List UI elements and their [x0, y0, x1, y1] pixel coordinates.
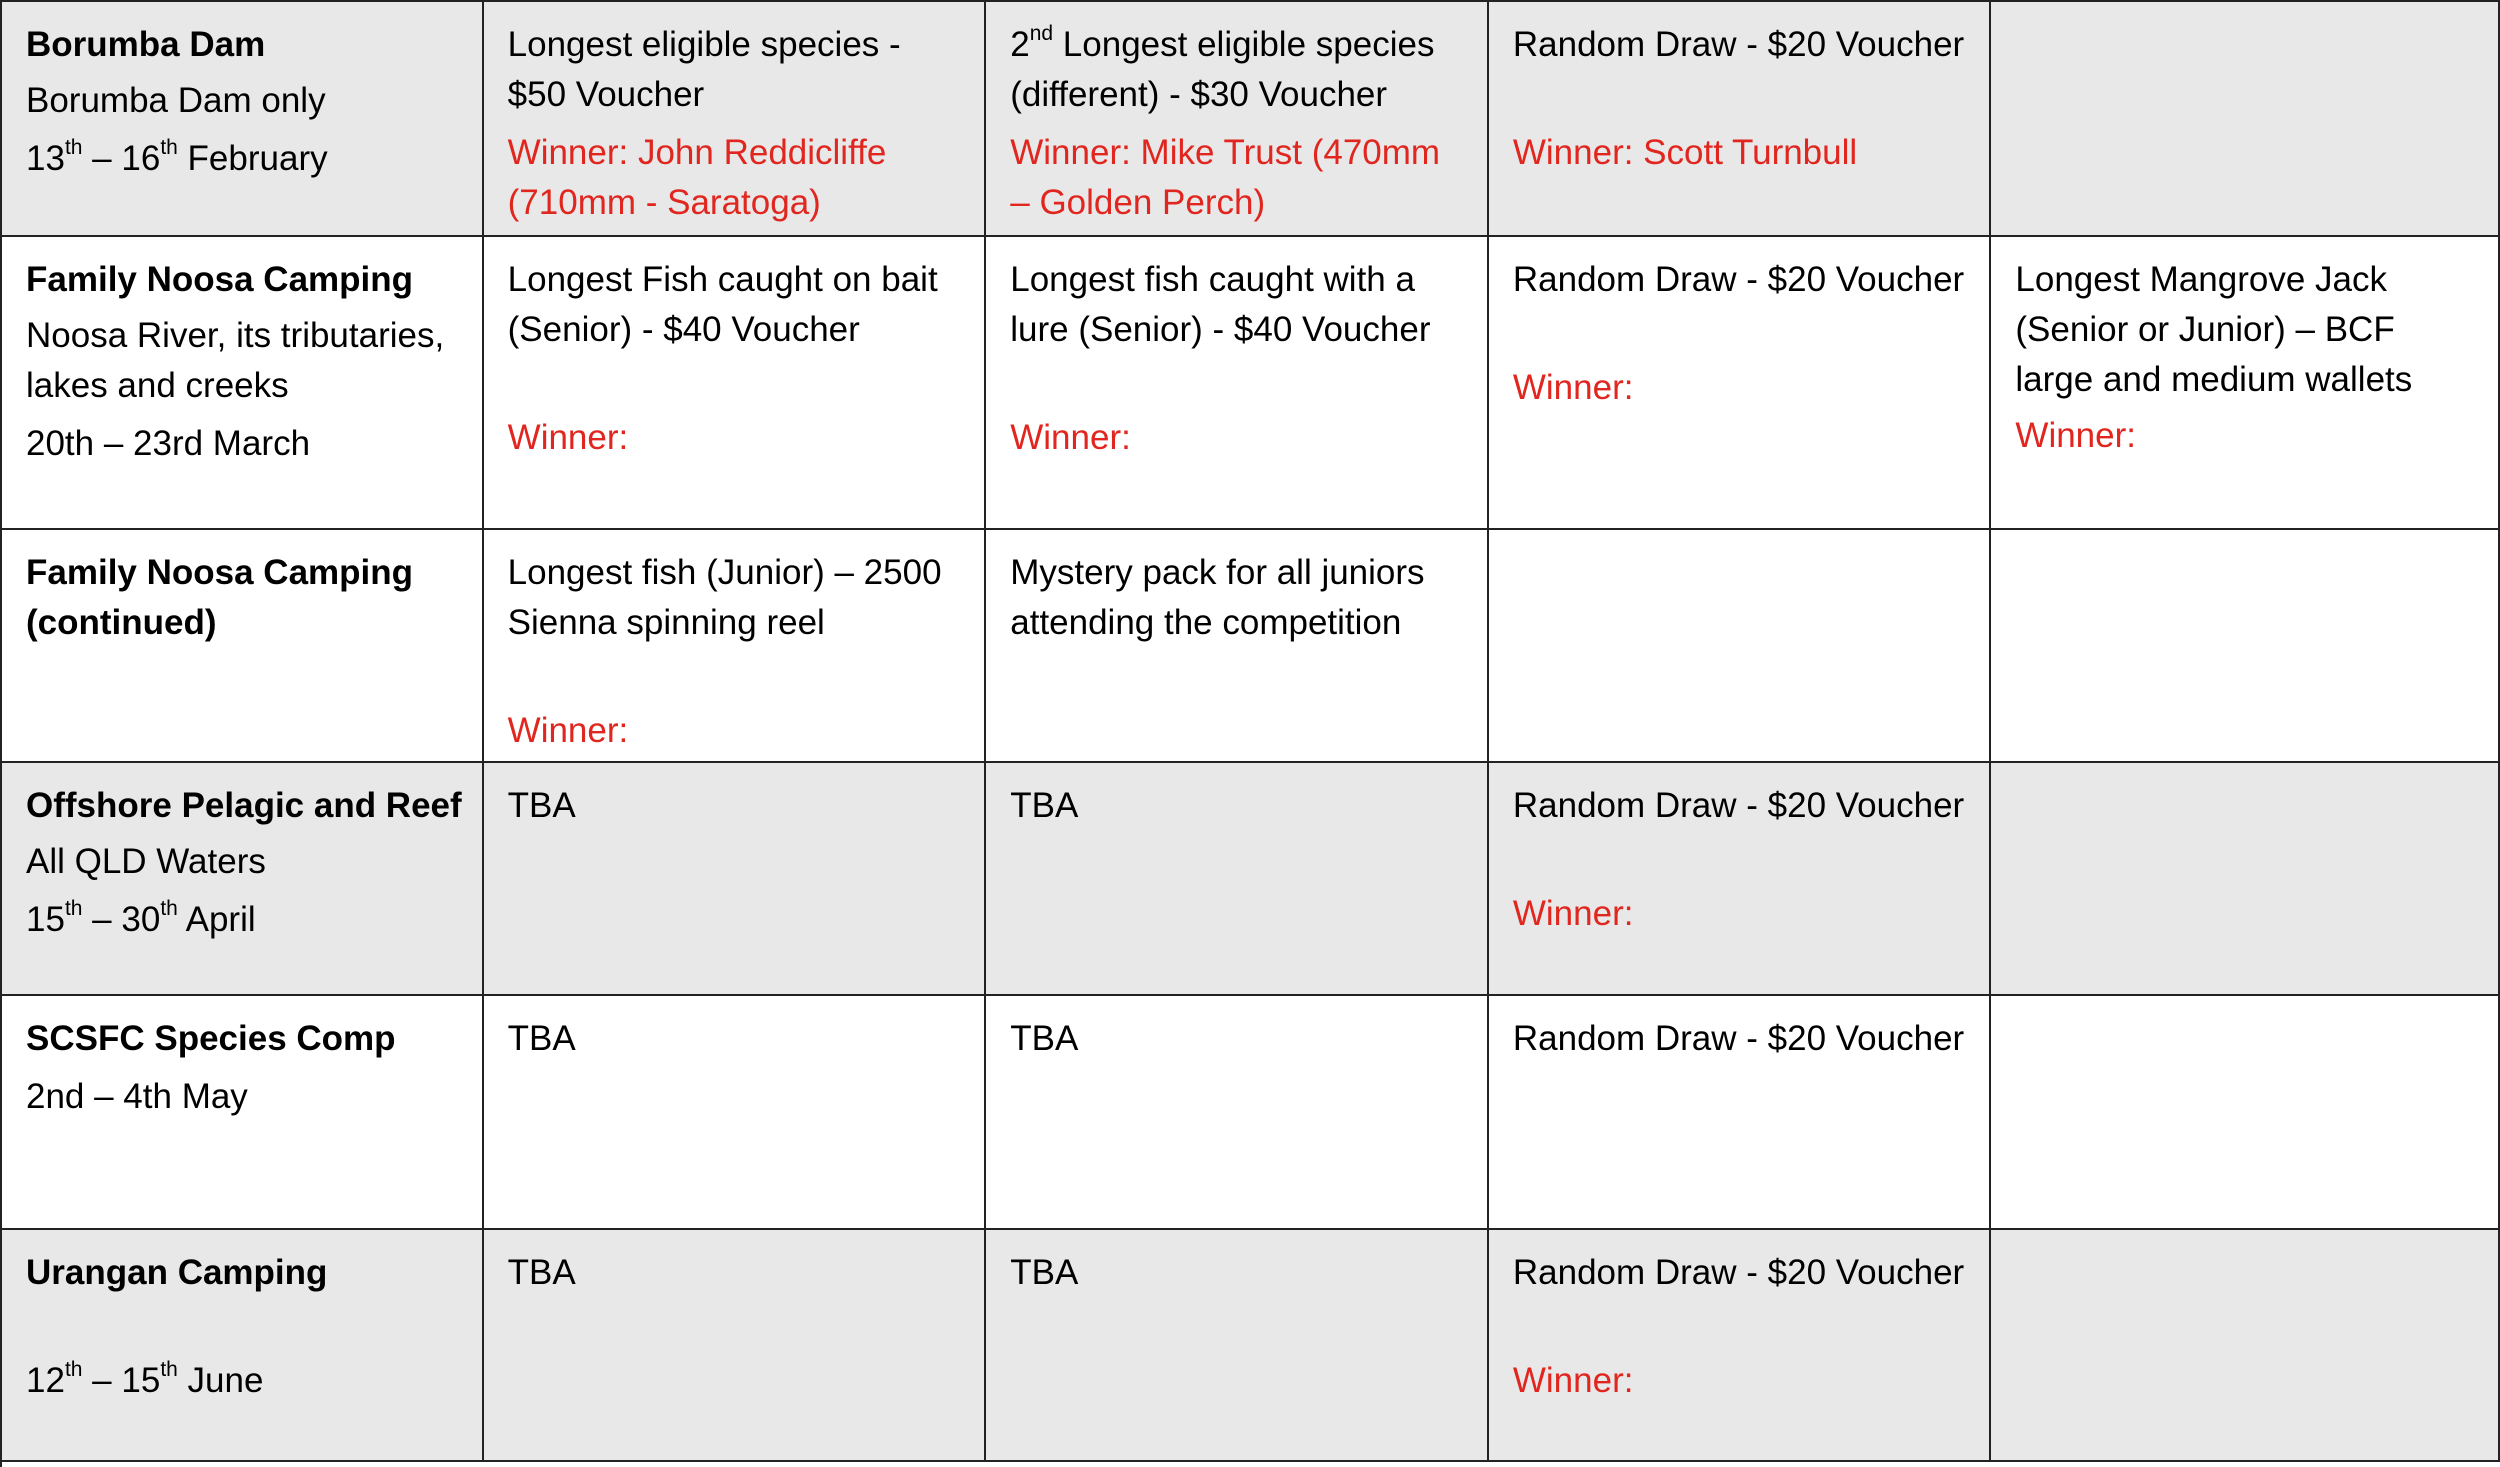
prize-text: TBA — [1010, 1253, 1079, 1292]
prize-text: Random Draw - $20 Voucher — [1512, 1019, 1965, 1058]
prize-cell — [985, 1229, 1488, 1461]
winner-text: Winner: Mike Trust (470mm – Golden Perch) — [1010, 133, 1441, 222]
event-cell — [1, 995, 483, 1229]
event-date: 2nd – 4th May — [26, 1077, 248, 1116]
event-cell — [1, 1, 483, 236]
prize-cell — [1488, 236, 1991, 529]
winner-text: Winner: — [1512, 1361, 1634, 1400]
prize-text: Longest fish (Junior) – 2500 Sienna spinning reel — [507, 553, 942, 642]
prize-text: Longest fish caught with a lure (Senior) - $40 Voucher — [1010, 260, 1431, 349]
prize-cell — [985, 1, 1488, 236]
prize-text: Longest eligible species - $50 Voucher — [507, 25, 901, 114]
empty-cell — [1990, 1229, 2499, 1461]
prize-text: Random Draw - $20 Voucher — [1512, 25, 1965, 64]
winner-text: Winner: — [507, 418, 629, 457]
winner-text: Winner: — [507, 711, 629, 750]
table-row — [1, 1229, 2499, 1461]
prize-cell — [985, 762, 1488, 995]
table-row — [1, 1, 2499, 236]
empty-cell — [1488, 529, 1991, 762]
event-cell — [1, 1229, 483, 1461]
prize-cell — [1488, 1, 1991, 236]
event-cell — [1, 762, 483, 995]
winner-text: Winner: John Reddicliffe (710mm - Saratoga) — [507, 133, 887, 222]
prize-text: Random Draw - $20 Voucher — [1512, 786, 1965, 825]
event-title: Family Noosa Camping (continued) — [26, 553, 414, 642]
winner-text: Winner: — [1512, 894, 1634, 933]
empty-cell — [1990, 529, 2499, 762]
empty-cell — [1990, 762, 2499, 995]
event-title: Urangan Camping — [26, 1253, 328, 1292]
event-date: 20th – 23rd March — [26, 424, 311, 463]
table-row — [1, 995, 2499, 1229]
event-location: All QLD Waters — [26, 842, 266, 881]
prize-cell — [483, 1, 986, 236]
event-cell — [1, 529, 483, 762]
prize-text: TBA — [507, 786, 576, 825]
table-row — [1, 762, 2499, 995]
empty-cell — [1990, 1, 2499, 236]
prize-cell — [483, 1229, 986, 1461]
prize-cell — [1488, 995, 1991, 1229]
prize-text: TBA — [1010, 786, 1079, 825]
prize-cell — [483, 236, 986, 529]
prize-cell — [483, 762, 986, 995]
event-date: 12th – 15th June — [26, 1358, 264, 1400]
event-location: Noosa River, its tributaries, lakes and creeks — [26, 316, 445, 405]
prize-cell — [985, 236, 1488, 529]
event-location: Borumba Dam only — [26, 81, 326, 120]
prize-text: TBA — [1010, 1019, 1079, 1058]
prize-text: TBA — [507, 1253, 576, 1292]
winner-text: Winner: — [2015, 416, 2136, 455]
prize-cell — [1990, 236, 2499, 529]
event-title: Borumba Dam — [26, 25, 266, 64]
prize-cell — [985, 995, 1488, 1229]
prize-text: Longest Fish caught on bait (Senior) - $40 Voucher — [507, 260, 938, 349]
event-cell — [1, 236, 483, 529]
winner-text: Winner: — [1010, 418, 1131, 457]
table-row — [1, 236, 2499, 529]
prize-cell — [985, 529, 1488, 762]
event-date: 15th – 30th April — [26, 897, 256, 939]
table-row — [1, 529, 2499, 762]
prize-text: Random Draw - $20 Voucher — [1512, 260, 1965, 299]
event-title: Family Noosa Camping — [26, 260, 414, 299]
prize-cell — [483, 529, 986, 762]
event-title: Offshore Pelagic and Reef — [26, 786, 462, 825]
event-title: SCSFC Species Comp — [26, 1019, 396, 1058]
empty-cell — [1990, 995, 2499, 1229]
event-date: 13th – 16th February — [26, 136, 328, 178]
prize-cell — [1488, 1229, 1991, 1461]
prize-text: Mystery pack for all juniors attending the competition — [1010, 553, 1425, 642]
prize-text: TBA — [507, 1019, 576, 1058]
winner-text: Winner: — [1512, 368, 1634, 407]
next-row-edge — [0, 1460, 2500, 1467]
prize-text: Random Draw - $20 Voucher — [1512, 1253, 1965, 1292]
prize-cell — [483, 995, 986, 1229]
winner-text: Winner: Scott Turnbull — [1512, 133, 1858, 172]
prize-text: Longest Mangrove Jack (Senior or Junior) – BCF large and medium wallets — [2015, 260, 2413, 399]
prize-cell — [1488, 762, 1991, 995]
prize-text: 2nd Longest eligible species (different) - $30 Voucher — [1010, 22, 1435, 114]
